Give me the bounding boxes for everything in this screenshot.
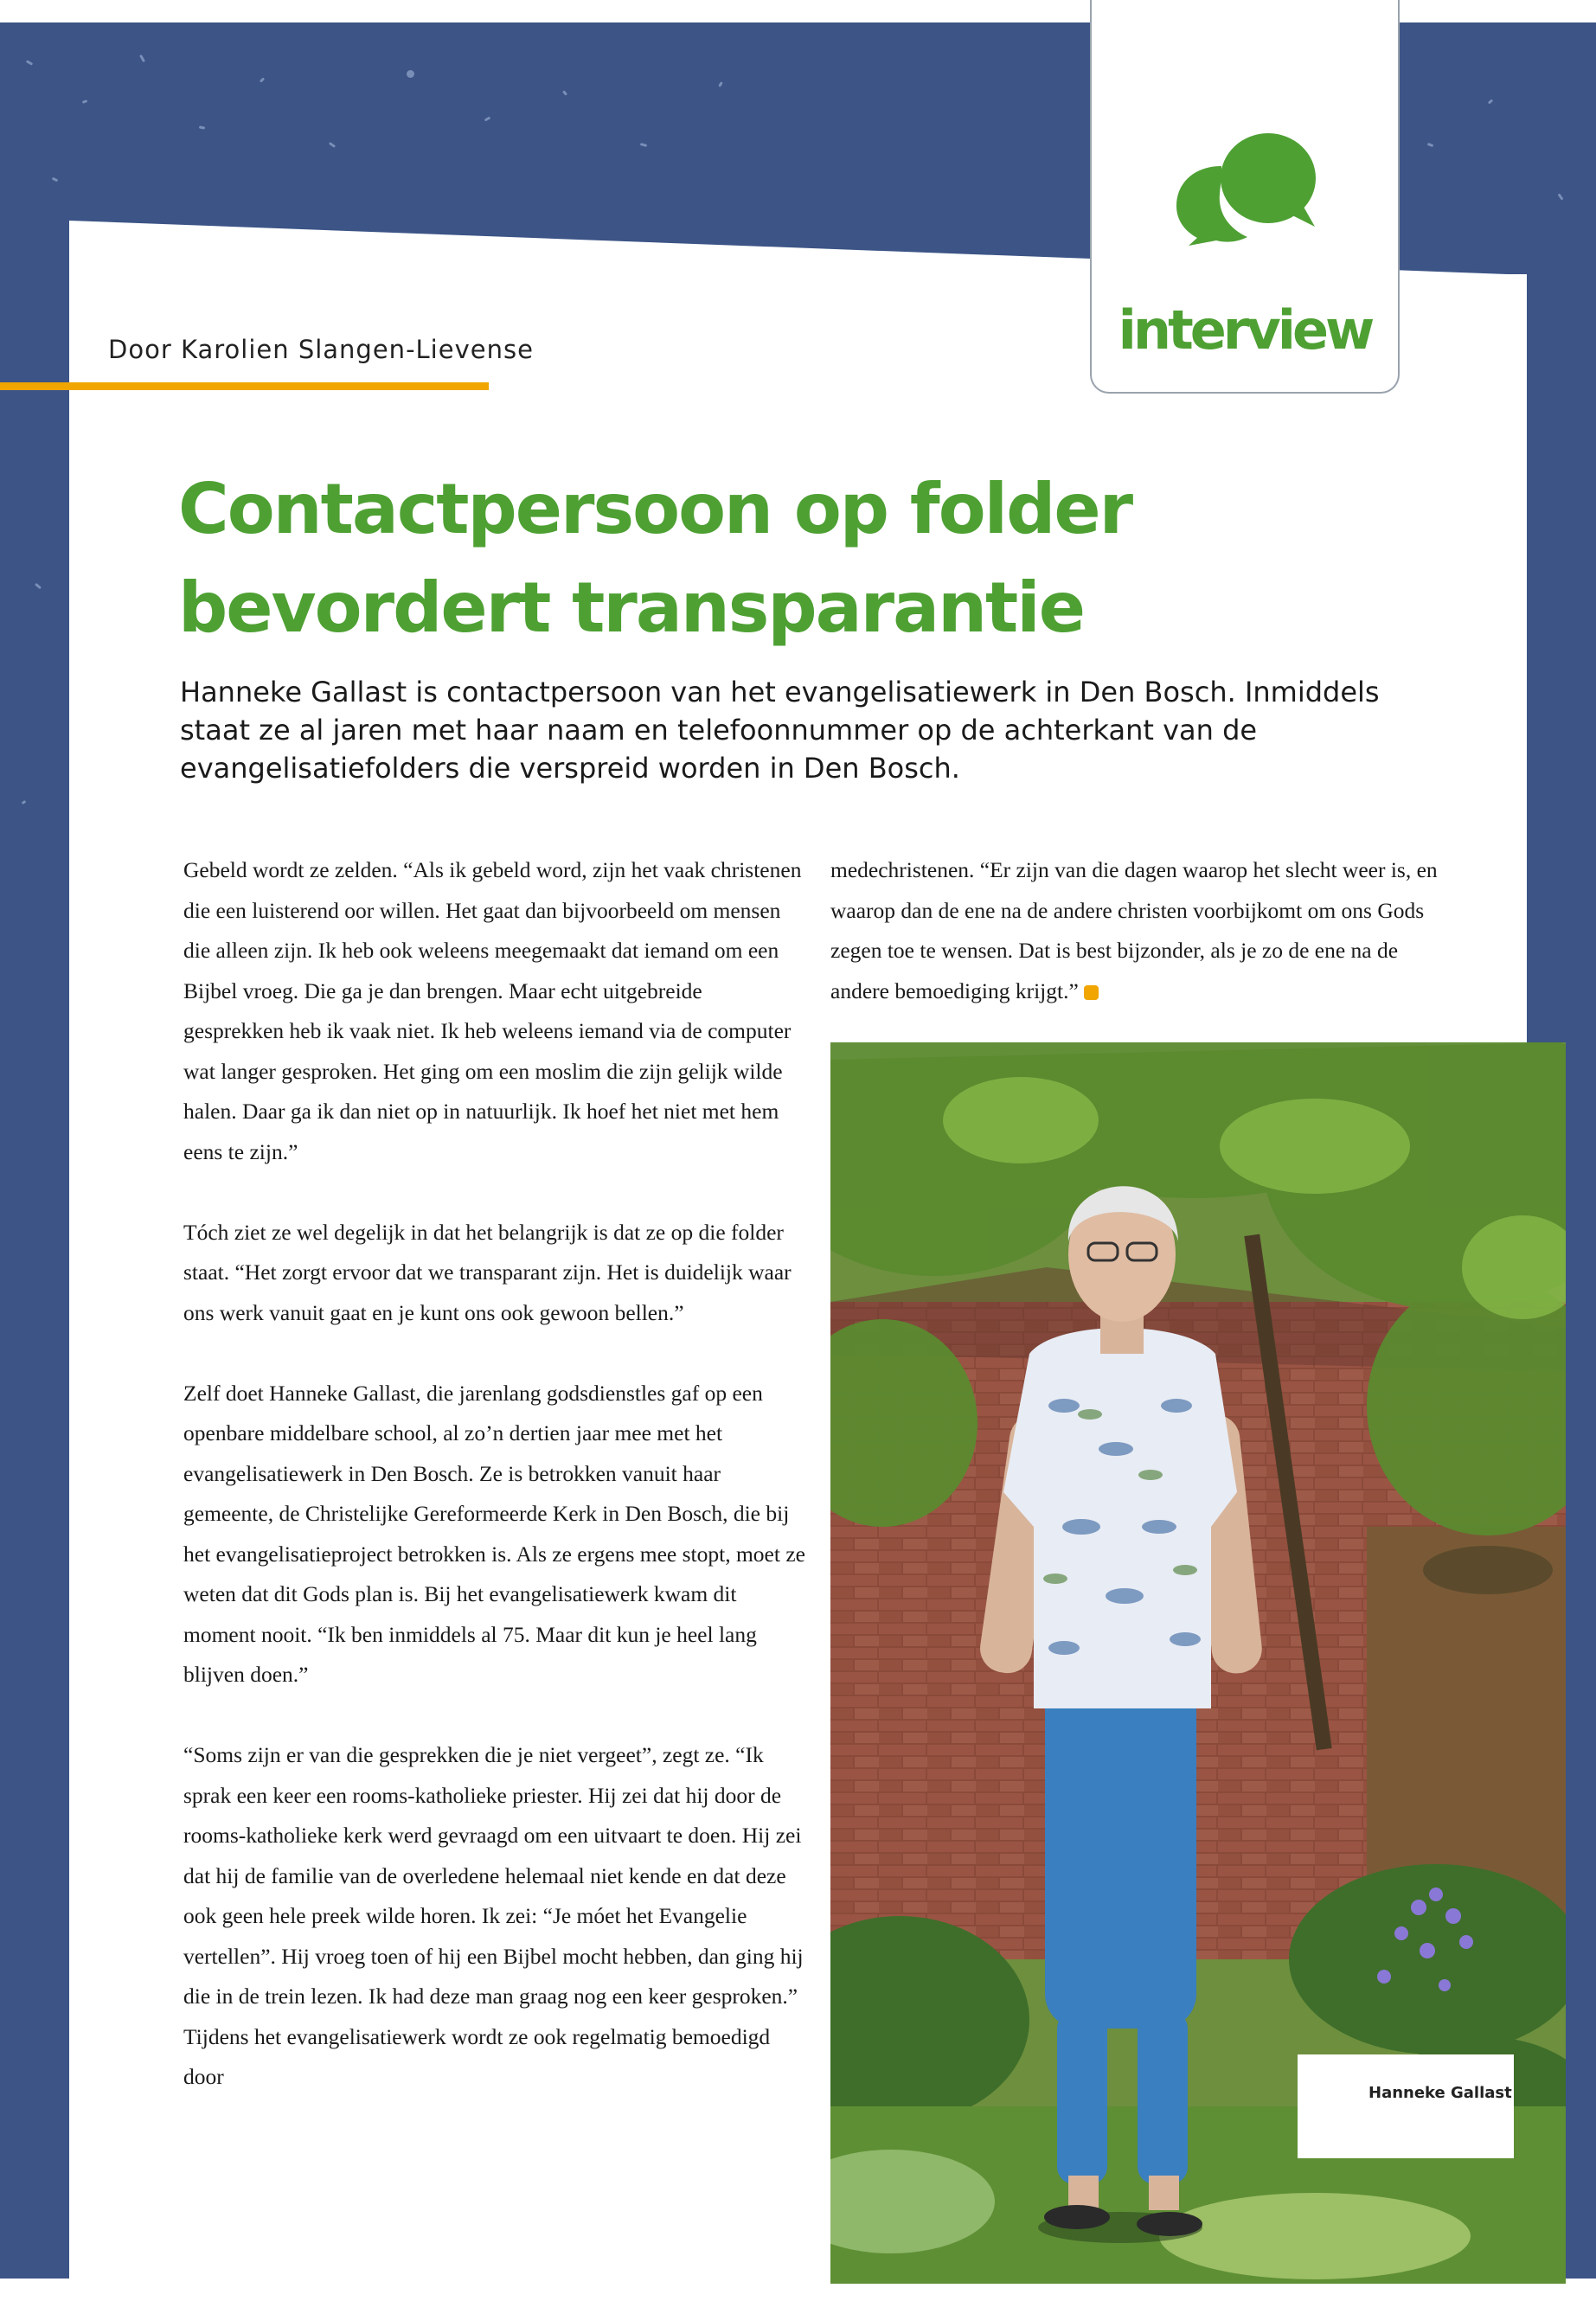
body-column-right — [830, 850, 1453, 1052]
byline-rule — [0, 382, 489, 390]
decorative-speck — [82, 99, 88, 104]
body-paragraph: Zelf doet Hanneke Gallast, die jarenlang godsdienstles gaf op een openbare middelbare school, al zo’n dertien jaar mee met het evangelisatiewerk in Den Bosch. Ze is betrokken vanuit haar gemeente, de Christelijke Gereformeerde Kerk in Den Bosch, die bij het evangelisatieproject betrokken is. Als ze ergens mee stopt, moet ze weten dat dit Gods plan is. Bij het evangelisatiewerk kwam dit moment nooit. “Ik ben inmiddels al 75. Maar dit kun je heel lang blijven doen.” — [183, 1380, 805, 1687]
section-label: interview — [1118, 298, 1372, 362]
title-line: bevordert transparantie — [178, 567, 1084, 648]
body-paragraph — [830, 850, 1453, 1011]
decorative-speck — [1488, 99, 1494, 104]
body-paragraph-text: medechristenen. “Er zijn van die dagen waarop het slecht weer is, en waarop dan de ene na de andere christen voorbijkomt om ons Gods zegen toe te wensen. Dat is best bijzonder, als je zo de ene na de andere bemoediging krijgt.” — [830, 857, 1438, 1003]
speech-bubbles-icon — [1176, 130, 1319, 247]
body-paragraph: Gebeld wordt ze zelden. “Als ik gebeld word, zijn het vaak christenen die een luisterend oor willen. Het gaat dan bijvoorbeeld om mensen die alleen zijn. Ik heb ook weleens meegemaakt dat iemand om een Bijbel vroeg. Die ga je dan brengen. Maar echt uitgebreide gesprekken heb ik vaak niet. Ik heb weleens iemand via de computer wat langer gesproken. Het ging om een moslim die zijn gelijk wilde halen. Daar ga ik dan niet op in natuurlijk. Ik hoef het niet met hem eens te zijn.” — [183, 857, 802, 1164]
decorative-speck — [329, 142, 336, 148]
section-tab — [1090, 0, 1400, 394]
author-byline: Door Karolien Slangen-Lievense — [108, 335, 534, 364]
photo-caption-box — [1298, 2054, 1514, 2158]
end-mark-icon — [1084, 985, 1099, 1000]
decorative-speck — [640, 143, 648, 147]
decorative-speck — [484, 116, 491, 121]
decorative-speck — [407, 70, 414, 78]
decorative-speck — [718, 81, 723, 87]
body-paragraph: “Soms zijn er van die gesprekken die je niet vergeet”, zegt ze. “Ik sprak een keer een rooms-katholieke priester. Hij zei dat hij door de rooms-katholieke kerk werd gevraagd om een uitvaart te doen. Hij zei dat hij de familie van de overledene helemaal niet kende en dat deze ook geen hele preek wilde horen. Ik zei: “Je móet het Evangelie vertellen”. Hij vroeg toen of hij een Bijbel mocht hebben, dan ging hij die in de trein lezen. Ik had deze man graag nog een keer gesproken.” Tijdens het evangelisatiewerk wordt ze ook regelmatig bemoedigd door — [183, 1742, 804, 2089]
decorative-speck — [199, 125, 205, 129]
article-intro: Hanneke Gallast is contactpersoon van het evangelisatiewerk in Den Bosch. Inmiddels staat ze al jaren met haar naam en telefoonnummer op de achterkant van de evangelisatiefolders die verspreid worden in Den Bosch. — [180, 676, 1380, 785]
photo-caption: Hanneke Gallast — [1368, 2084, 1512, 2102]
article-title — [178, 460, 1303, 657]
body-column-left — [183, 850, 806, 2138]
decorative-speck — [1557, 193, 1563, 200]
decorative-speck — [26, 60, 33, 66]
decorative-speck — [139, 54, 145, 62]
title-line: Contactpersoon op folder — [178, 469, 1132, 549]
decorative-speck — [22, 800, 27, 804]
decorative-speck — [260, 77, 265, 82]
decorative-speck — [562, 90, 567, 96]
decorative-speck — [35, 583, 42, 589]
decorative-speck — [52, 177, 59, 183]
body-paragraph: Tóch ziet ze wel degelijk in dat het belangrijk is dat ze op die folder staat. “Het zorgt ervoor dat we transparant zijn. Het is duidelijk waar ons werk vanuit gaat en je kunt ons ook gewoon bellen.” — [183, 1219, 792, 1325]
decorative-speck — [1427, 143, 1434, 147]
